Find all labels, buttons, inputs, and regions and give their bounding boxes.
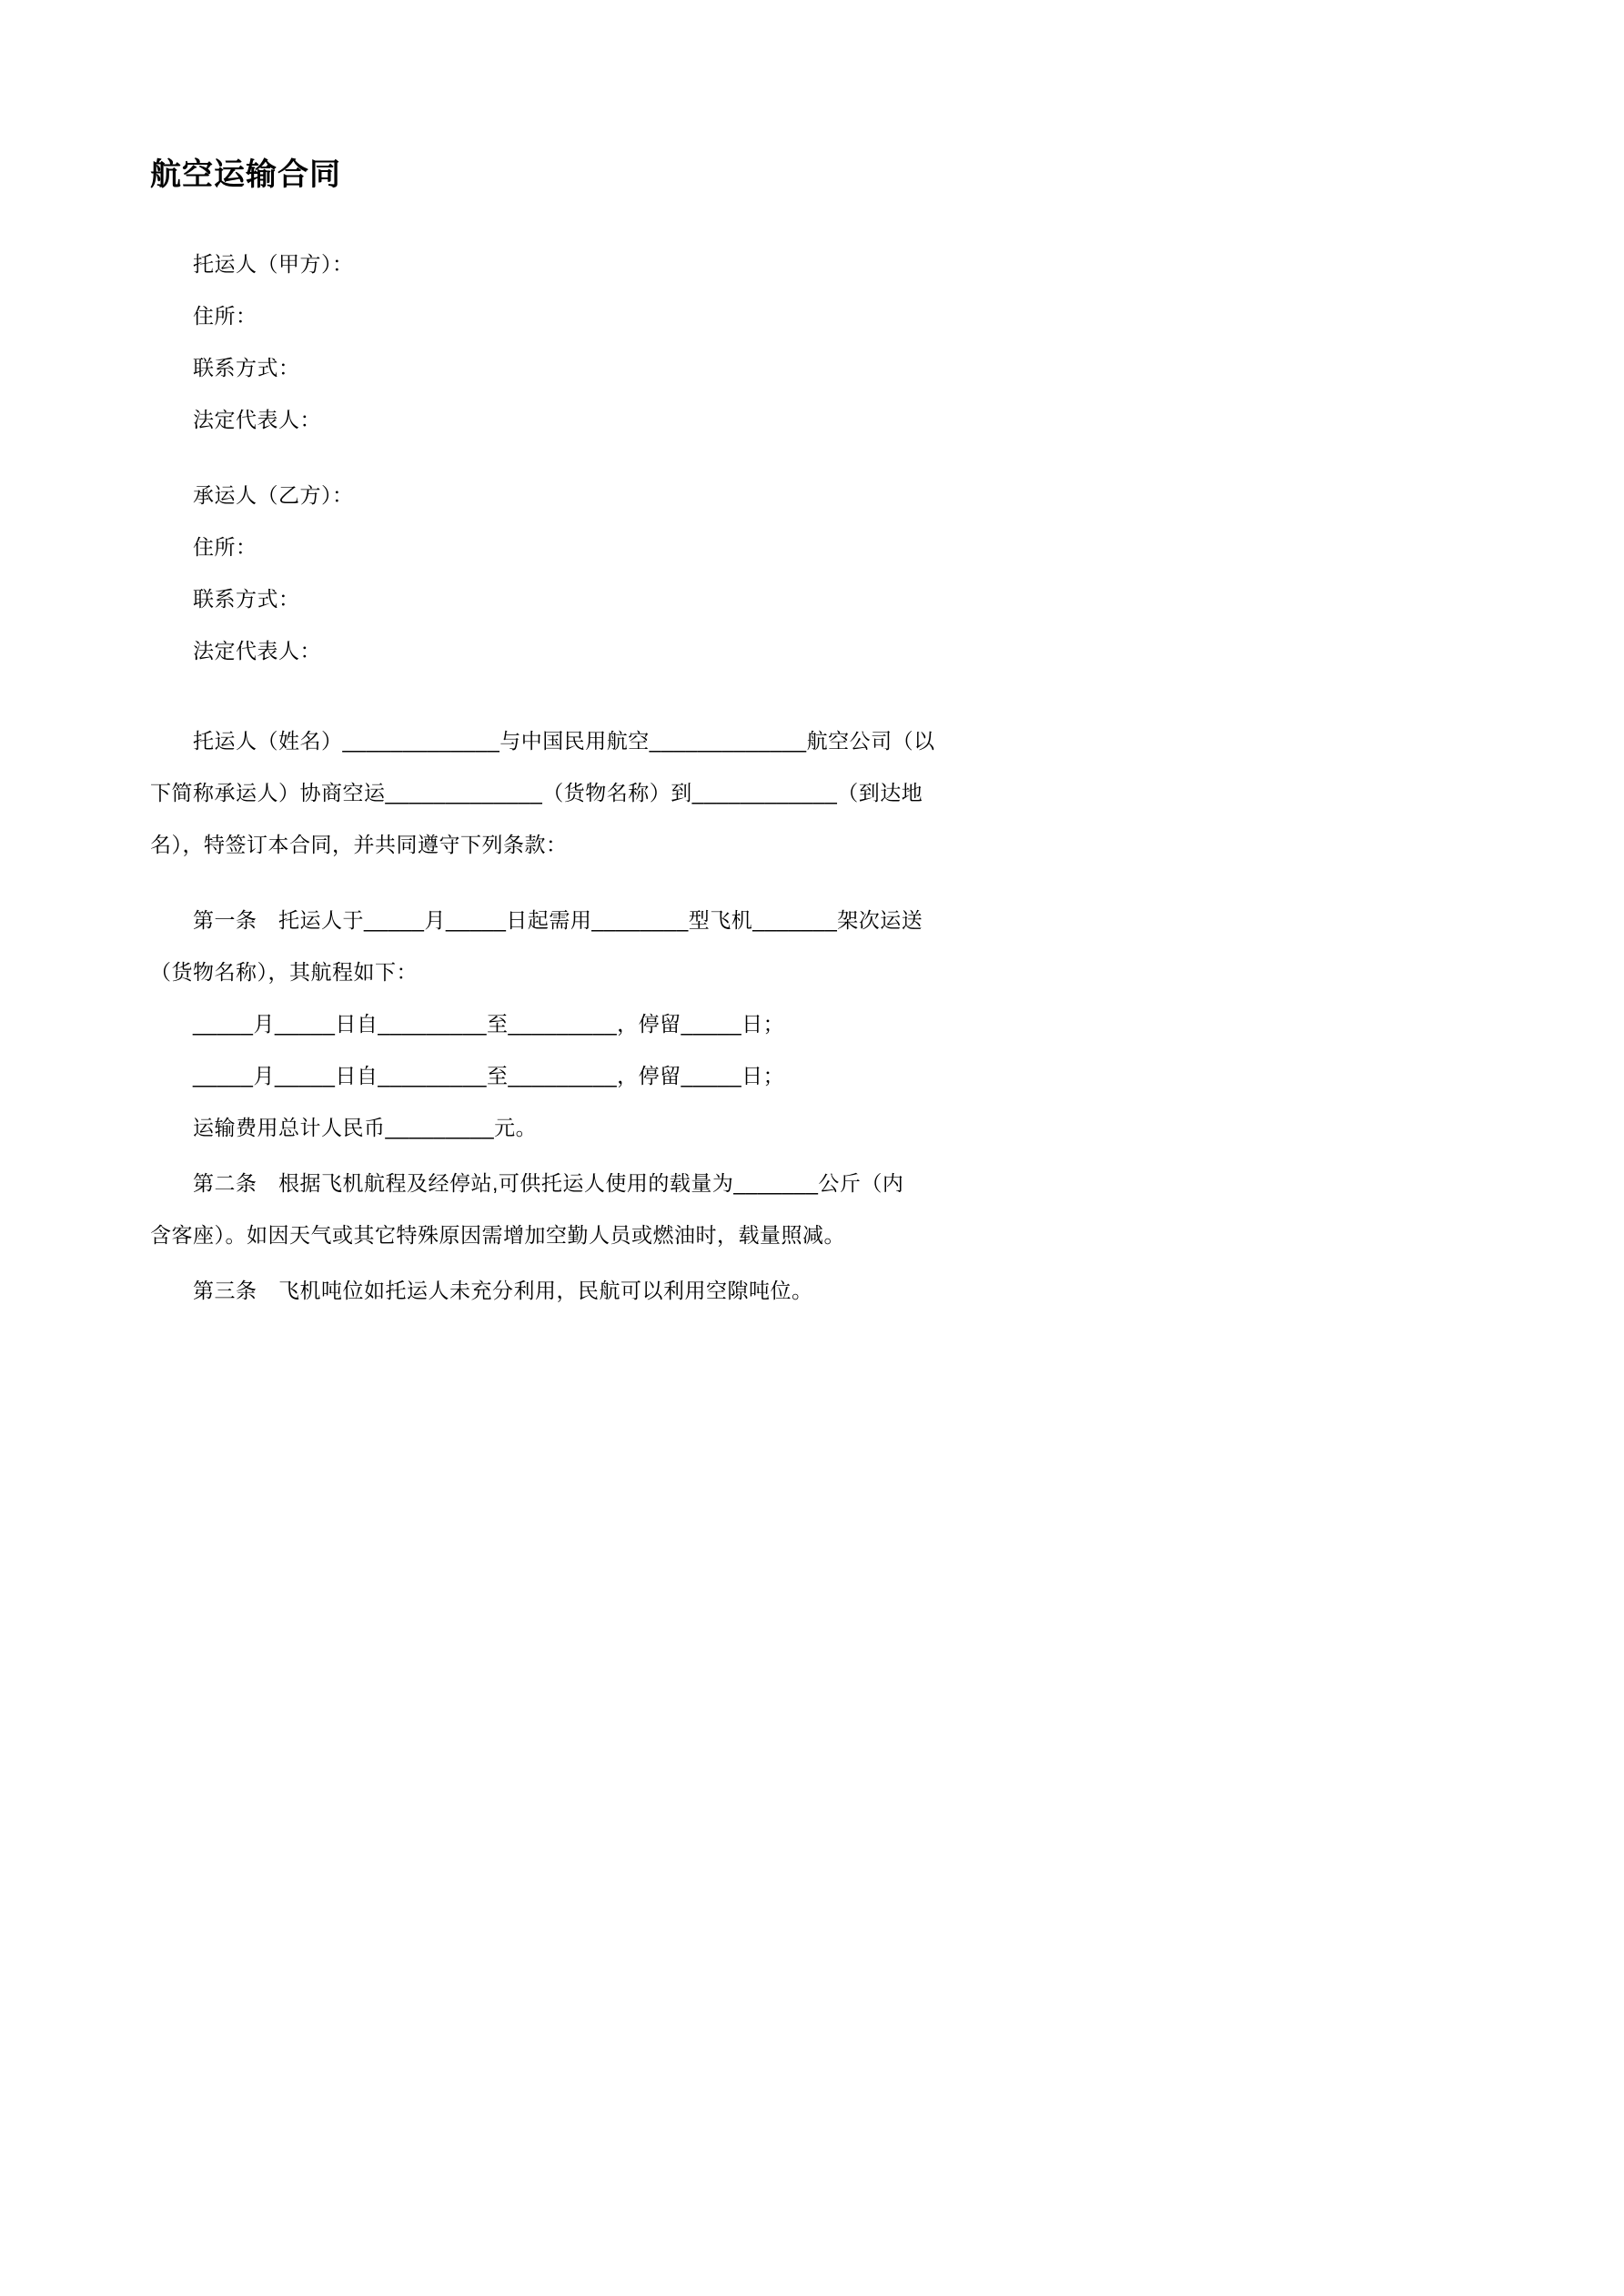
article-1-line-2: （货物名称），其航程如下： (150, 960, 418, 984)
intro-line-2: 下简称承运人）协商空运_____________（货物名称）到____________（到达地 (150, 781, 923, 804)
article-1-route-line-2: _____月_____日自_________至_________，停留_____日； (193, 1064, 785, 1087)
party-b-address-line: 住所： (193, 535, 257, 559)
article-3-paragraph (150, 1265, 1478, 1317)
article-1-paragraph (150, 895, 1478, 1154)
party-b-contact-line: 联系方式： (193, 587, 300, 611)
article-1-route-line-1: _____月_____日自_________至_________，停留_____日； (193, 1012, 785, 1036)
contract-title: 航空运输合同 (150, 157, 341, 192)
party-a-legal-rep-line: 法定代表人： (193, 408, 321, 431)
article-1-fee-line: 运输费用总计人民币_________元。 (193, 1116, 538, 1139)
article-2-line-1: 第二条 根据飞机航程及经停站,可供托运人使用的载量为_______公斤（内 (193, 1171, 904, 1195)
article-2-paragraph (150, 1158, 1478, 1261)
article-2-line-2: 含客座）。如因天气或其它特殊原因需增加空勤人员或燃油时，载量照减。 (150, 1223, 845, 1247)
article-3-line-1: 第三条 飞机吨位如托运人未充分利用，民航可以利用空隙吨位。 (193, 1279, 813, 1302)
party-b-block (150, 470, 1478, 677)
party-a-address-line: 住所： (193, 304, 257, 328)
intro-line-1: 托运人（姓名）_____________与中国民用航空_____________航空公司（以 (193, 729, 935, 753)
intro-line-3: 名），特签订本合同，并共同遵守下列条款： (150, 833, 568, 856)
party-a-name-line: 托运人（甲方）： (193, 252, 354, 276)
party-a-contact-line: 联系方式： (193, 356, 300, 379)
intro-paragraph (150, 715, 1478, 871)
party-b-legal-rep-line: 法定代表人： (193, 639, 321, 663)
party-b-name-line: 承运人（乙方）： (193, 483, 354, 507)
article-1-line-1: 第一条 托运人于_____月_____日起需用________型飞机_______架次运送 (193, 908, 923, 932)
party-a-block (150, 238, 1478, 446)
